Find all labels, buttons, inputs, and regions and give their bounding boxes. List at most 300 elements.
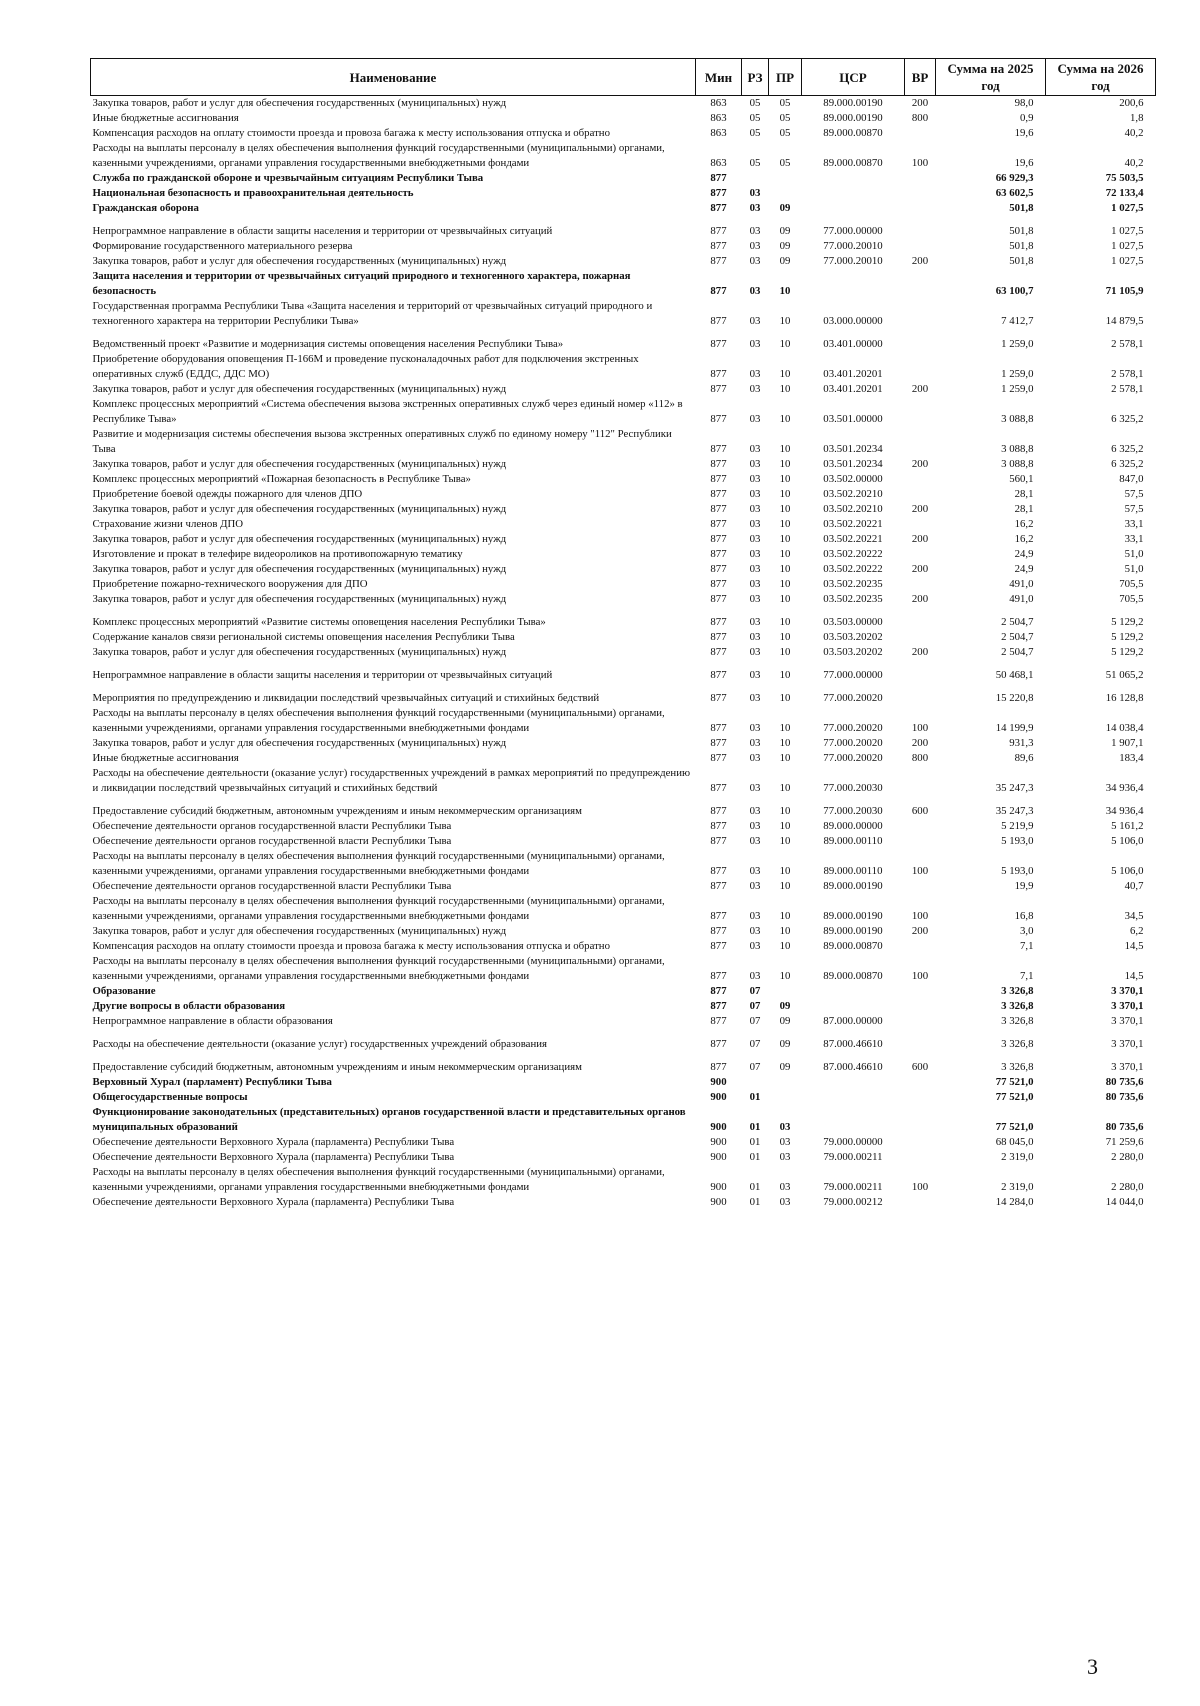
cell-pr: 09 xyxy=(779,225,791,237)
cell-rz: 03 xyxy=(749,202,761,214)
cell-rz: 03 xyxy=(749,835,761,847)
cell-min: 877 xyxy=(710,835,727,847)
cell-csr: 87.000.00000 xyxy=(823,1015,883,1027)
cell-rz: 03 xyxy=(749,458,761,470)
cell-sum-2025: 7 412,7 xyxy=(1001,315,1034,327)
table-row xyxy=(91,645,1156,660)
cell-pr: 10 xyxy=(779,820,791,832)
page-number: 3 xyxy=(1087,1654,1098,1679)
cell-sum-2025: 3 326,8 xyxy=(1001,1015,1034,1027)
cell-sum-2025: 63 100,7 xyxy=(995,285,1034,297)
cell-sum-2025: 77 521,0 xyxy=(995,1121,1034,1133)
cell-min: 877 xyxy=(710,533,727,545)
cell-pr: 10 xyxy=(779,925,791,937)
cell-pr: 10 xyxy=(779,338,791,350)
cell-csr: 87.000.46610 xyxy=(823,1061,883,1073)
cell-sum-2026: 1 027,5 xyxy=(1111,255,1144,267)
cell-rz: 05 xyxy=(749,157,761,169)
cell-pr: 10 xyxy=(779,722,791,734)
cell-vr xyxy=(905,577,936,592)
cell-name: Непрограммное направление в области защиты населения и территории от чрезвычайных ситуаций xyxy=(92,669,553,681)
table-row xyxy=(91,1052,1156,1075)
table-row xyxy=(91,269,1156,299)
cell-rz: 03 xyxy=(749,646,761,658)
cell-name: Комплекс процессных мероприятий «Система обеспечения вызова экстренных оперативных служб через единый номер «112» в Республике Тыва» xyxy=(92,398,683,425)
cell-sum-2025: 16,2 xyxy=(1014,518,1034,530)
cell-rz: 03 xyxy=(749,669,761,681)
cell-sum-2026: 14 879,5 xyxy=(1105,315,1144,327)
cell-vr: 800 xyxy=(911,112,929,124)
cell-vr xyxy=(905,879,936,894)
table-row xyxy=(91,487,1156,502)
header-csr: ЦСР xyxy=(802,59,905,96)
cell-min: 877 xyxy=(710,443,727,455)
cell-sum-2026: 5 129,2 xyxy=(1111,616,1144,628)
cell-name: Изготовление и прокат в телефире видеороликов на противопожарную тематику xyxy=(92,548,463,560)
cell-sum-2026: 40,2 xyxy=(1124,127,1144,139)
cell-min: 877 xyxy=(710,1061,727,1073)
cell-csr: 03.401.20201 xyxy=(823,368,883,380)
cell-min: 877 xyxy=(710,473,727,485)
cell-rz: 03 xyxy=(749,473,761,485)
table-row xyxy=(91,96,1156,112)
table-row xyxy=(91,954,1156,984)
cell-sum-2026: 16 128,8 xyxy=(1105,692,1144,704)
cell-csr: 89.000.00190 xyxy=(823,97,883,109)
cell-rz: 03 xyxy=(749,737,761,749)
cell-min: 877 xyxy=(710,578,727,590)
cell-rz: 03 xyxy=(749,820,761,832)
cell-pr: 10 xyxy=(779,368,791,380)
cell-min: 877 xyxy=(710,338,727,350)
cell-rz: 03 xyxy=(749,368,761,380)
cell-vr: 800 xyxy=(911,752,929,764)
cell-name: Расходы на выплаты персоналу в целях обеспечения выполнения функций государственными (муниципальными) органами, казенными учреждениями, органами управления государственными внебюджетными фондами xyxy=(92,1166,665,1193)
cell-pr: 10 xyxy=(779,910,791,922)
cell-sum-2026: 6 325,2 xyxy=(1111,413,1144,425)
cell-vr xyxy=(905,126,936,141)
cell-name: Служба по гражданской обороне и чрезвычайным ситуациям Республики Тыва xyxy=(92,172,484,184)
cell-rz: 03 xyxy=(749,255,761,267)
cell-sum-2026: 183,4 xyxy=(1119,752,1144,764)
cell-sum-2026: 3 370,1 xyxy=(1111,1015,1144,1027)
cell-sum-2026: 14,5 xyxy=(1124,970,1144,982)
cell-sum-2025: 491,0 xyxy=(1009,578,1034,590)
cell-min: 877 xyxy=(710,225,727,237)
cell-csr: 77.000.20020 xyxy=(823,737,883,749)
cell-csr: 89.000.00870 xyxy=(823,970,883,982)
cell-csr: 77.000.20030 xyxy=(823,805,883,817)
cell-pr: 05 xyxy=(779,112,791,124)
cell-sum-2025: 24,9 xyxy=(1014,548,1034,560)
cell-pr: 10 xyxy=(779,970,791,982)
cell-sum-2026: 14 038,4 xyxy=(1105,722,1144,734)
table-row xyxy=(91,1029,1156,1052)
cell-name: Комплекс процессных мероприятий «Пожарная безопасность в Республике Тыва» xyxy=(92,473,471,485)
cell-vr xyxy=(905,201,936,216)
cell-csr: 89.000.00190 xyxy=(823,112,883,124)
cell-rz: 03 xyxy=(749,970,761,982)
cell-sum-2025: 3 088,8 xyxy=(1001,443,1034,455)
cell-rz: 03 xyxy=(749,692,761,704)
header-sum-2025: Сумма на 2025 год xyxy=(936,59,1046,96)
cell-pr: 10 xyxy=(779,488,791,500)
cell-rz: 03 xyxy=(749,503,761,515)
cell-vr: 200 xyxy=(911,925,929,937)
cell-vr: 200 xyxy=(911,737,929,749)
cell-vr xyxy=(905,472,936,487)
cell-vr xyxy=(905,630,936,645)
table-row xyxy=(91,111,1156,126)
cell-vr xyxy=(905,239,936,254)
cell-name: Расходы на выплаты персоналу в целях обеспечения выполнения функций государственными (муниципальными) органами, казенными учреждениями, органами управления государственными внебюджетными фондами xyxy=(92,707,665,734)
cell-sum-2026: 72 133,4 xyxy=(1105,187,1144,199)
cell-csr: 77.000.00000 xyxy=(823,225,883,237)
cell-csr: 79.000.00211 xyxy=(823,1151,883,1163)
cell-sum-2026: 14,5 xyxy=(1124,940,1144,952)
cell-csr: 03.502.20221 xyxy=(823,533,883,545)
cell-rz: 07 xyxy=(749,985,761,997)
cell-name: Непрограммное направление в области образования xyxy=(92,1015,333,1027)
table-row xyxy=(91,397,1156,427)
table-row xyxy=(91,126,1156,141)
cell-vr xyxy=(905,683,936,706)
cell-pr: 10 xyxy=(779,458,791,470)
cell-sum-2026: 5 129,2 xyxy=(1111,631,1144,643)
cell-min: 877 xyxy=(710,925,727,937)
cell-pr: 05 xyxy=(779,97,791,109)
table-row xyxy=(91,299,1156,329)
cell-sum-2025: 5 219,9 xyxy=(1001,820,1034,832)
cell-min: 877 xyxy=(710,368,727,380)
cell-name: Государственная программа Республики Тыва «Защита населения и территорий от чрезвычайных ситуаций природного и техногенного характера на территории Республики Тыва» xyxy=(92,300,653,327)
cell-csr: 87.000.46610 xyxy=(823,1038,883,1050)
cell-name: Закупка товаров, работ и услуг для обеспечения государственных (муниципальных) нужд xyxy=(92,533,507,545)
cell-pr: 10 xyxy=(779,285,791,297)
cell-min: 877 xyxy=(710,722,727,734)
cell-name: Гражданская оборона xyxy=(92,202,199,214)
cell-pr: 09 xyxy=(779,255,791,267)
cell-csr xyxy=(802,201,905,216)
table-row xyxy=(91,683,1156,706)
cell-sum-2025: 19,9 xyxy=(1014,880,1034,892)
cell-rz: 03 xyxy=(749,187,761,199)
cell-rz: 03 xyxy=(749,338,761,350)
cell-vr xyxy=(905,397,936,427)
cell-min: 877 xyxy=(710,820,727,832)
cell-sum-2025: 501,8 xyxy=(1009,240,1034,252)
cell-sum-2026: 6 325,2 xyxy=(1111,443,1144,455)
cell-rz: 01 xyxy=(749,1121,761,1133)
cell-rz: 03 xyxy=(749,240,761,252)
cell-csr: 77.000.00000 xyxy=(823,669,883,681)
cell-csr: 89.000.00190 xyxy=(823,925,883,937)
cell-name: Обеспечение деятельности Верховного Хурала (парламента) Республики Тыва xyxy=(92,1196,455,1208)
cell-name: Расходы на выплаты персоналу в целях обеспечения выполнения функций государственными (муниципальными) органами, казенными учреждениями, органами управления государственными внебюджетными фондами xyxy=(92,955,665,982)
cell-name: Компенсация расходов на оплату стоимости проезда и провоза багажа к месту использования отпуска и обратно xyxy=(92,127,610,139)
cell-vr xyxy=(905,216,936,239)
cell-name: Обеспечение деятельности органов государственной власти Республики Тыва xyxy=(92,880,452,892)
header-rz: РЗ xyxy=(742,59,769,96)
cell-min: 877 xyxy=(710,940,727,952)
cell-vr xyxy=(905,1135,936,1150)
cell-sum-2026: 51,0 xyxy=(1124,548,1144,560)
cell-sum-2026: 847,0 xyxy=(1119,473,1144,485)
cell-vr: 200 xyxy=(911,97,929,109)
cell-rz: 03 xyxy=(749,383,761,395)
cell-csr: 03.000.00000 xyxy=(823,315,883,327)
cell-vr xyxy=(905,329,936,352)
cell-sum-2026: 75 503,5 xyxy=(1105,172,1144,184)
cell-pr: 10 xyxy=(779,631,791,643)
table-row xyxy=(91,329,1156,352)
cell-pr: 10 xyxy=(779,518,791,530)
cell-pr xyxy=(769,171,802,186)
cell-name: Закупка товаров, работ и услуг для обеспечения государственных (муниципальных) нужд xyxy=(92,503,507,515)
cell-sum-2025: 28,1 xyxy=(1014,488,1034,500)
table-row xyxy=(91,382,1156,397)
cell-sum-2026: 33,1 xyxy=(1124,533,1144,545)
cell-rz: 03 xyxy=(749,752,761,764)
cell-pr: 03 xyxy=(779,1181,791,1193)
cell-pr: 10 xyxy=(779,315,791,327)
cell-vr xyxy=(905,939,936,954)
cell-min: 877 xyxy=(710,669,727,681)
cell-rz: 03 xyxy=(749,782,761,794)
cell-csr: 03.502.20210 xyxy=(823,503,883,515)
cell-min: 877 xyxy=(710,255,727,267)
cell-sum-2025: 35 247,3 xyxy=(995,805,1034,817)
cell-pr: 10 xyxy=(779,473,791,485)
cell-vr xyxy=(905,1029,936,1052)
cell-min: 877 xyxy=(710,458,727,470)
cell-rz: 03 xyxy=(749,488,761,500)
cell-min: 877 xyxy=(710,593,727,605)
cell-sum-2026: 40,2 xyxy=(1124,157,1144,169)
cell-csr: 89.000.00000 xyxy=(823,820,883,832)
cell-csr xyxy=(802,186,905,201)
cell-min: 863 xyxy=(710,127,727,139)
table-row xyxy=(91,849,1156,879)
cell-vr: 200 xyxy=(911,383,929,395)
cell-name: Комплекс процессных мероприятий «Развитие системы оповещения населения Республики Тыва» xyxy=(92,616,546,628)
cell-csr: 03.401.00000 xyxy=(823,338,883,350)
cell-sum-2025: 1 259,0 xyxy=(1001,338,1034,350)
cell-vr: 100 xyxy=(911,970,929,982)
cell-rz: 03 xyxy=(749,805,761,817)
table-header xyxy=(91,59,1156,96)
cell-sum-2025: 3 326,8 xyxy=(1001,1038,1034,1050)
table-row xyxy=(91,1075,1156,1090)
cell-pr: 10 xyxy=(779,578,791,590)
cell-name: Расходы на выплаты персоналу в целях обеспечения выполнения функций государственными (муниципальными) органами, казенными учреждениями, органами управления государственными внебюджетными фондами xyxy=(92,850,665,877)
cell-sum-2026: 2 578,1 xyxy=(1111,368,1144,380)
cell-pr: 03 xyxy=(779,1136,791,1148)
budget-table xyxy=(90,58,1156,1210)
cell-vr xyxy=(905,766,936,796)
cell-sum-2025: 7,1 xyxy=(1020,940,1034,952)
cell-rz xyxy=(742,1075,769,1090)
cell-pr: 09 xyxy=(779,1038,791,1050)
cell-csr: 03.501.00000 xyxy=(823,413,883,425)
cell-min: 900 xyxy=(710,1076,727,1088)
cell-sum-2026: 1 027,5 xyxy=(1111,225,1144,237)
cell-pr: 10 xyxy=(779,443,791,455)
cell-vr xyxy=(905,984,936,999)
cell-min: 863 xyxy=(710,112,727,124)
cell-vr xyxy=(905,999,936,1014)
cell-pr: 10 xyxy=(779,646,791,658)
table-row xyxy=(91,1014,1156,1029)
cell-name: Расходы на выплаты персоналу в целях обеспечения выполнения функций государственными (муниципальными) органами, казенными учреждениями, органами управления государственными внебюджетными фондами xyxy=(92,895,665,922)
cell-name: Предоставление субсидий бюджетным, автономным учреждениям и иным некоммерческим организациям xyxy=(92,1061,582,1073)
cell-min: 877 xyxy=(710,503,727,515)
cell-sum-2025: 28,1 xyxy=(1014,503,1034,515)
cell-sum-2026: 705,5 xyxy=(1119,578,1144,590)
cell-csr xyxy=(802,1075,905,1090)
cell-pr: 03 xyxy=(779,1151,791,1163)
cell-rz xyxy=(742,171,769,186)
cell-name: Функционирование законодательных (представительных) органов государственной власти и представительных органов муниципальных образований xyxy=(92,1106,686,1133)
cell-vr xyxy=(905,299,936,329)
cell-vr: 100 xyxy=(911,1181,929,1193)
table-row xyxy=(91,894,1156,924)
cell-name: Формирование государственного материального резерва xyxy=(92,240,353,252)
table-row xyxy=(91,924,1156,939)
cell-sum-2025: 77 521,0 xyxy=(995,1091,1034,1103)
cell-csr xyxy=(802,269,905,299)
cell-sum-2025: 2 504,7 xyxy=(1001,631,1034,643)
cell-min: 863 xyxy=(710,157,727,169)
table-row xyxy=(91,186,1156,201)
cell-min: 877 xyxy=(710,910,727,922)
cell-pr: 10 xyxy=(779,865,791,877)
cell-vr: 200 xyxy=(911,503,929,515)
cell-rz: 03 xyxy=(749,940,761,952)
table-row xyxy=(91,201,1156,216)
cell-rz: 01 xyxy=(749,1196,761,1208)
cell-min: 877 xyxy=(710,782,727,794)
cell-sum-2026: 3 370,1 xyxy=(1111,1000,1144,1012)
cell-sum-2026: 3 370,1 xyxy=(1111,985,1144,997)
cell-pr: 10 xyxy=(779,616,791,628)
table-row xyxy=(91,562,1156,577)
cell-min: 877 xyxy=(710,805,727,817)
cell-pr: 10 xyxy=(779,737,791,749)
cell-rz: 05 xyxy=(749,127,761,139)
cell-name: Развитие и модернизация системы обеспечения вызова экстренных оперативных служб по единому номеру "112" Республики Тыва xyxy=(92,428,672,455)
cell-name: Непрограммное направление в области защиты населения и территории от чрезвычайных ситуаций xyxy=(92,225,553,237)
cell-name: Закупка товаров, работ и услуг для обеспечения государственных (муниципальных) нужд xyxy=(92,97,507,109)
cell-vr xyxy=(905,1150,936,1165)
table-row xyxy=(91,502,1156,517)
cell-rz: 03 xyxy=(749,225,761,237)
cell-sum-2025: 16,8 xyxy=(1014,910,1034,922)
cell-sum-2026: 1 027,5 xyxy=(1111,202,1144,214)
cell-vr: 100 xyxy=(911,865,929,877)
cell-rz: 03 xyxy=(749,315,761,327)
table-row xyxy=(91,141,1156,171)
table-row xyxy=(91,630,1156,645)
cell-sum-2026: 80 735,6 xyxy=(1105,1121,1144,1133)
cell-name: Другие вопросы в области образования xyxy=(92,1000,286,1012)
cell-sum-2026: 34,5 xyxy=(1124,910,1144,922)
cell-pr xyxy=(769,984,802,999)
cell-sum-2025: 501,8 xyxy=(1009,255,1034,267)
table-row xyxy=(91,834,1156,849)
cell-vr xyxy=(905,1075,936,1090)
cell-pr: 09 xyxy=(779,1015,791,1027)
table-row xyxy=(91,766,1156,796)
cell-sum-2025: 931,3 xyxy=(1009,737,1034,749)
cell-min: 877 xyxy=(710,865,727,877)
header-vr: ВР xyxy=(905,59,936,96)
cell-sum-2026: 6 325,2 xyxy=(1111,458,1144,470)
cell-rz: 05 xyxy=(749,97,761,109)
cell-sum-2026: 1 027,5 xyxy=(1111,240,1144,252)
cell-sum-2026: 2 578,1 xyxy=(1111,383,1144,395)
cell-name: Национальная безопасность и правоохранительная деятельность xyxy=(92,187,414,199)
header-min: Мин xyxy=(696,59,742,96)
cell-name: Мероприятия по предупреждению и ликвидации последствий чрезвычайных ситуаций и стихийных бедствий xyxy=(92,692,600,704)
cell-csr: 79.000.00212 xyxy=(823,1196,883,1208)
table-row xyxy=(91,607,1156,630)
cell-min: 900 xyxy=(710,1091,727,1103)
cell-csr: 03.501.20234 xyxy=(823,458,883,470)
cell-min: 877 xyxy=(710,172,727,184)
cell-vr: 200 xyxy=(911,563,929,575)
cell-csr: 89.000.00870 xyxy=(823,940,883,952)
cell-csr: 89.000.00190 xyxy=(823,880,883,892)
cell-sum-2026: 34 936,4 xyxy=(1105,805,1144,817)
cell-sum-2025: 501,8 xyxy=(1009,225,1034,237)
cell-name: Общегосударственные вопросы xyxy=(92,1091,248,1103)
cell-rz: 01 xyxy=(749,1091,761,1103)
cell-sum-2025: 77 521,0 xyxy=(995,1076,1034,1088)
table-row xyxy=(91,999,1156,1014)
cell-sum-2025: 3 326,8 xyxy=(1001,1000,1034,1012)
cell-rz: 01 xyxy=(749,1181,761,1193)
cell-csr: 89.000.00110 xyxy=(823,835,883,847)
cell-min: 877 xyxy=(710,646,727,658)
table-row xyxy=(91,532,1156,547)
cell-csr: 77.000.20020 xyxy=(823,752,883,764)
cell-csr: 77.000.20030 xyxy=(823,782,883,794)
cell-vr: 200 xyxy=(911,593,929,605)
cell-pr xyxy=(769,186,802,201)
table-row xyxy=(91,592,1156,607)
cell-name: Верховный Хурал (парламент) Республики Тыва xyxy=(92,1076,332,1088)
cell-sum-2025: 2 504,7 xyxy=(1001,616,1034,628)
cell-vr: 200 xyxy=(911,646,929,658)
cell-sum-2025: 1 259,0 xyxy=(1001,368,1034,380)
cell-csr: 03.502.20221 xyxy=(823,518,883,530)
cell-vr xyxy=(905,834,936,849)
table-row xyxy=(91,1195,1156,1210)
table-row xyxy=(91,939,1156,954)
cell-pr: 05 xyxy=(779,127,791,139)
cell-sum-2025: 35 247,3 xyxy=(995,782,1034,794)
cell-csr: 03.503.20202 xyxy=(823,631,883,643)
table-row xyxy=(91,1150,1156,1165)
header-name: Наименование xyxy=(91,59,696,96)
cell-min: 877 xyxy=(710,970,727,982)
cell-min: 877 xyxy=(710,1015,727,1027)
cell-csr: 03.503.00000 xyxy=(823,616,883,628)
cell-sum-2026: 51 065,2 xyxy=(1105,669,1144,681)
table-row xyxy=(91,171,1156,186)
cell-pr xyxy=(769,1090,802,1105)
